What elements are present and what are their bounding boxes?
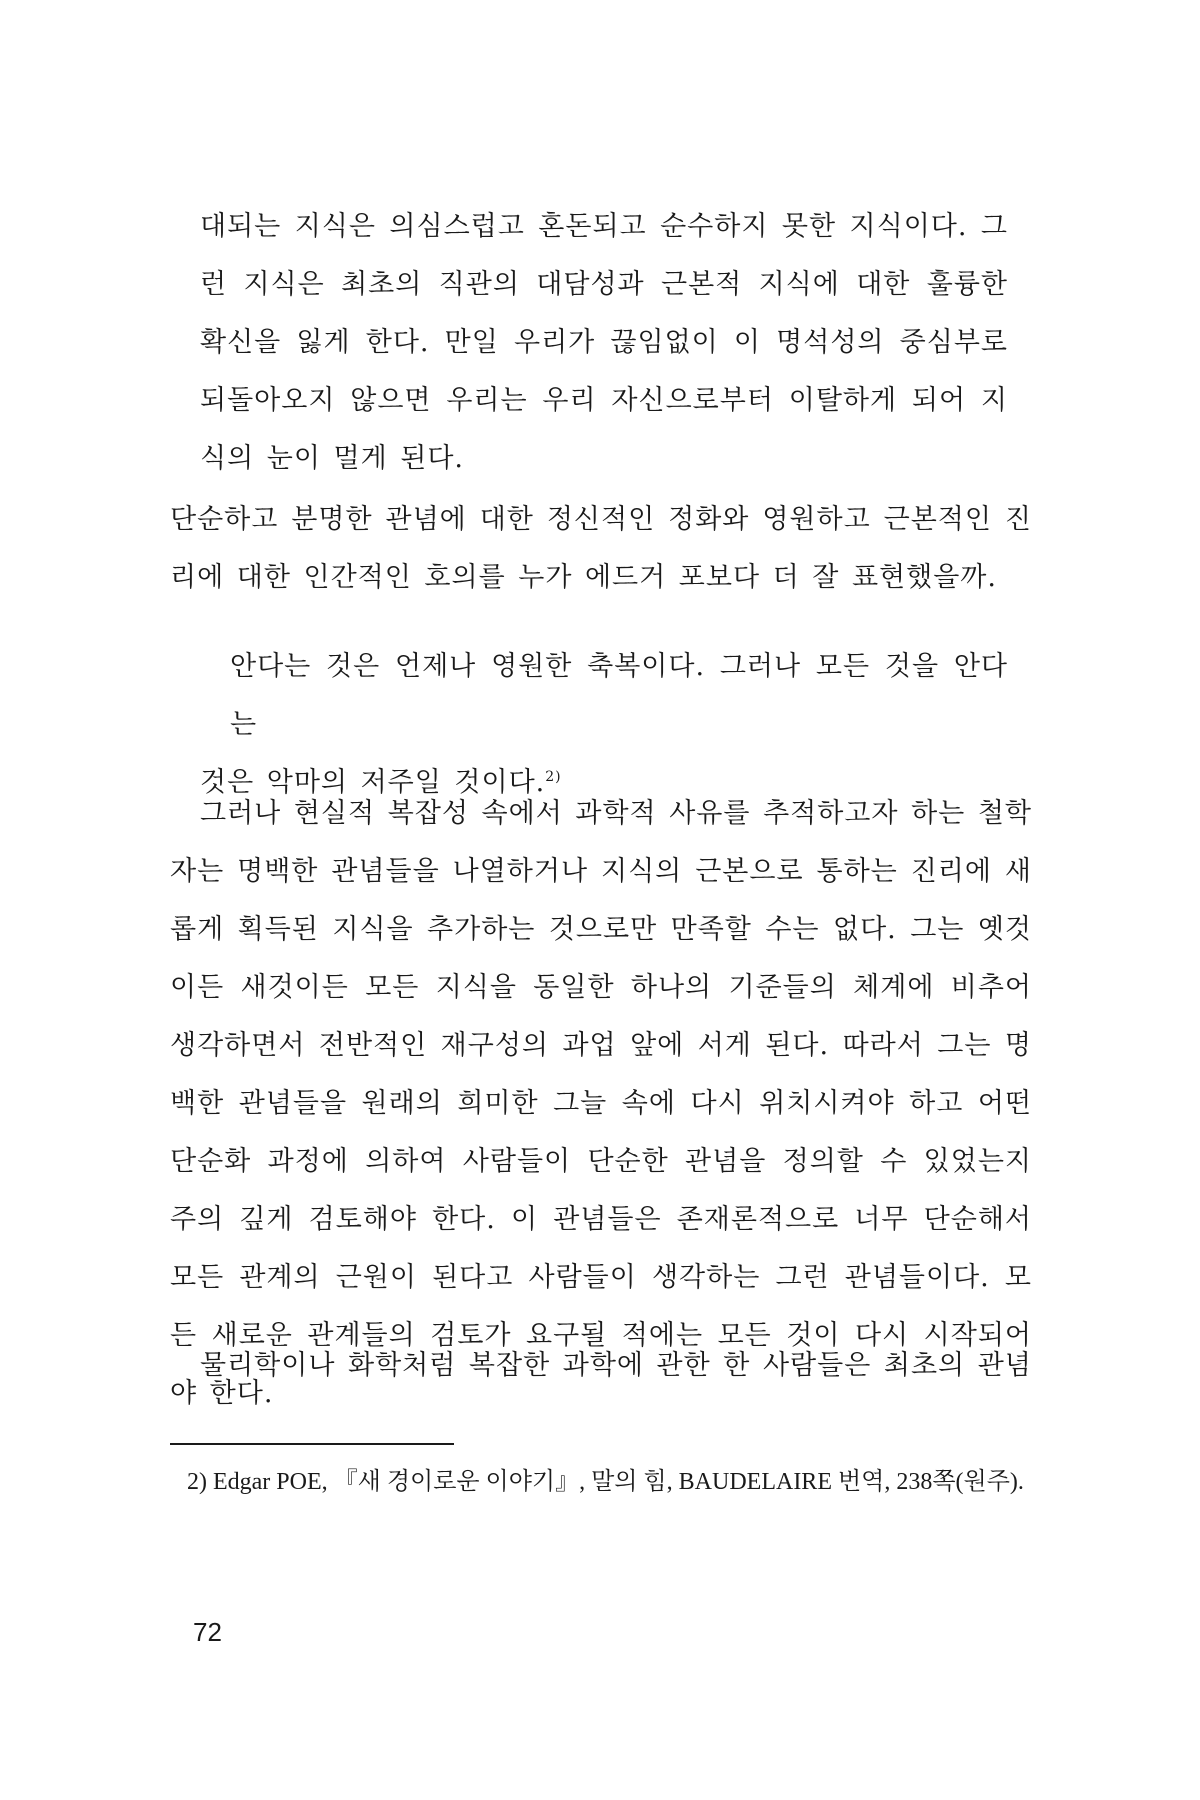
footnote-reference[interactable]: 2) [545, 769, 562, 785]
paragraph-1: 대되는 지식은 의심스럽고 혼돈되고 순수하지 못한 지식이다. 그런 지식은 최초의 직관의 대담성과 근본적 지식에 대한 훌륭한 확신을 잃게 한다. 만일 우리가 끊임없이 이 명석성의 중심부로 되돌아오지 않으면 우리는 우리 자신으로부터 이탈하게 되어 지식의 눈이 멀게 된다. [200, 211, 1008, 474]
footnote: 2) Edgar POE, 『새 경이로운 이야기』, 말의 힘, BAUDELAIRE 번역, 238쪽(원주). [187, 1469, 1024, 1495]
quotation-line-2-text: 것은 악마의 저주일 것이다. [200, 767, 546, 798]
paragraph-2: 단순하고 분명한 관념에 대한 정신적인 정화와 영원하고 근본적인 진리에 대한 인간적인 호의를 누가 에드거 포보다 더 잘 표현했을까. [170, 504, 1032, 593]
paragraph-5: 물리학이나 화학처럼 복잡한 과학에 관한 한 사람들은 최초의 관념 [200, 1350, 1032, 1381]
page-number: 72 [193, 1617, 222, 1647]
footnote-separator [170, 1443, 454, 1445]
paragraph-4: 그러나 현실적 복잡성 속에서 과학적 사유를 추적하고자 하는 철학자는 명백한 관념들을 나열하거나 지식의 근본으로 통하는 진리에 새롭게 획득된 지식을 추가하는 것으로만 만족할 수는 없다. 그는 옛것이든 새것이든 모든 지식을 동일한 하나의 기준들의 체계에 비추어 생각하면서 전반적인 재구성의 과업 앞에 서게 된다. 따라서 그는 명백한 관념들을 원래의 희미한 그늘 속에 다시 위치시켜야 하고 어떤 단순화 과정에 의하여 사람들이 단순한 관념을 정의할 수 있었는지 주의 깊게 검토해야 한다. 이 관념들은 존재론적으로 너무 단순해서 모든 관계의 근원이 된다고 사람들이 생각하는 그런 관념들이다. 모든 새로운 관계들의 검토가 요구될 적에는 모든 것이 다시 시작되어야 한다. [170, 798, 1032, 1409]
quotation-line-1: 안다는 것은 언제나 영원한 축복이다. 그러나 모든 것을 안다는 [230, 651, 1008, 740]
